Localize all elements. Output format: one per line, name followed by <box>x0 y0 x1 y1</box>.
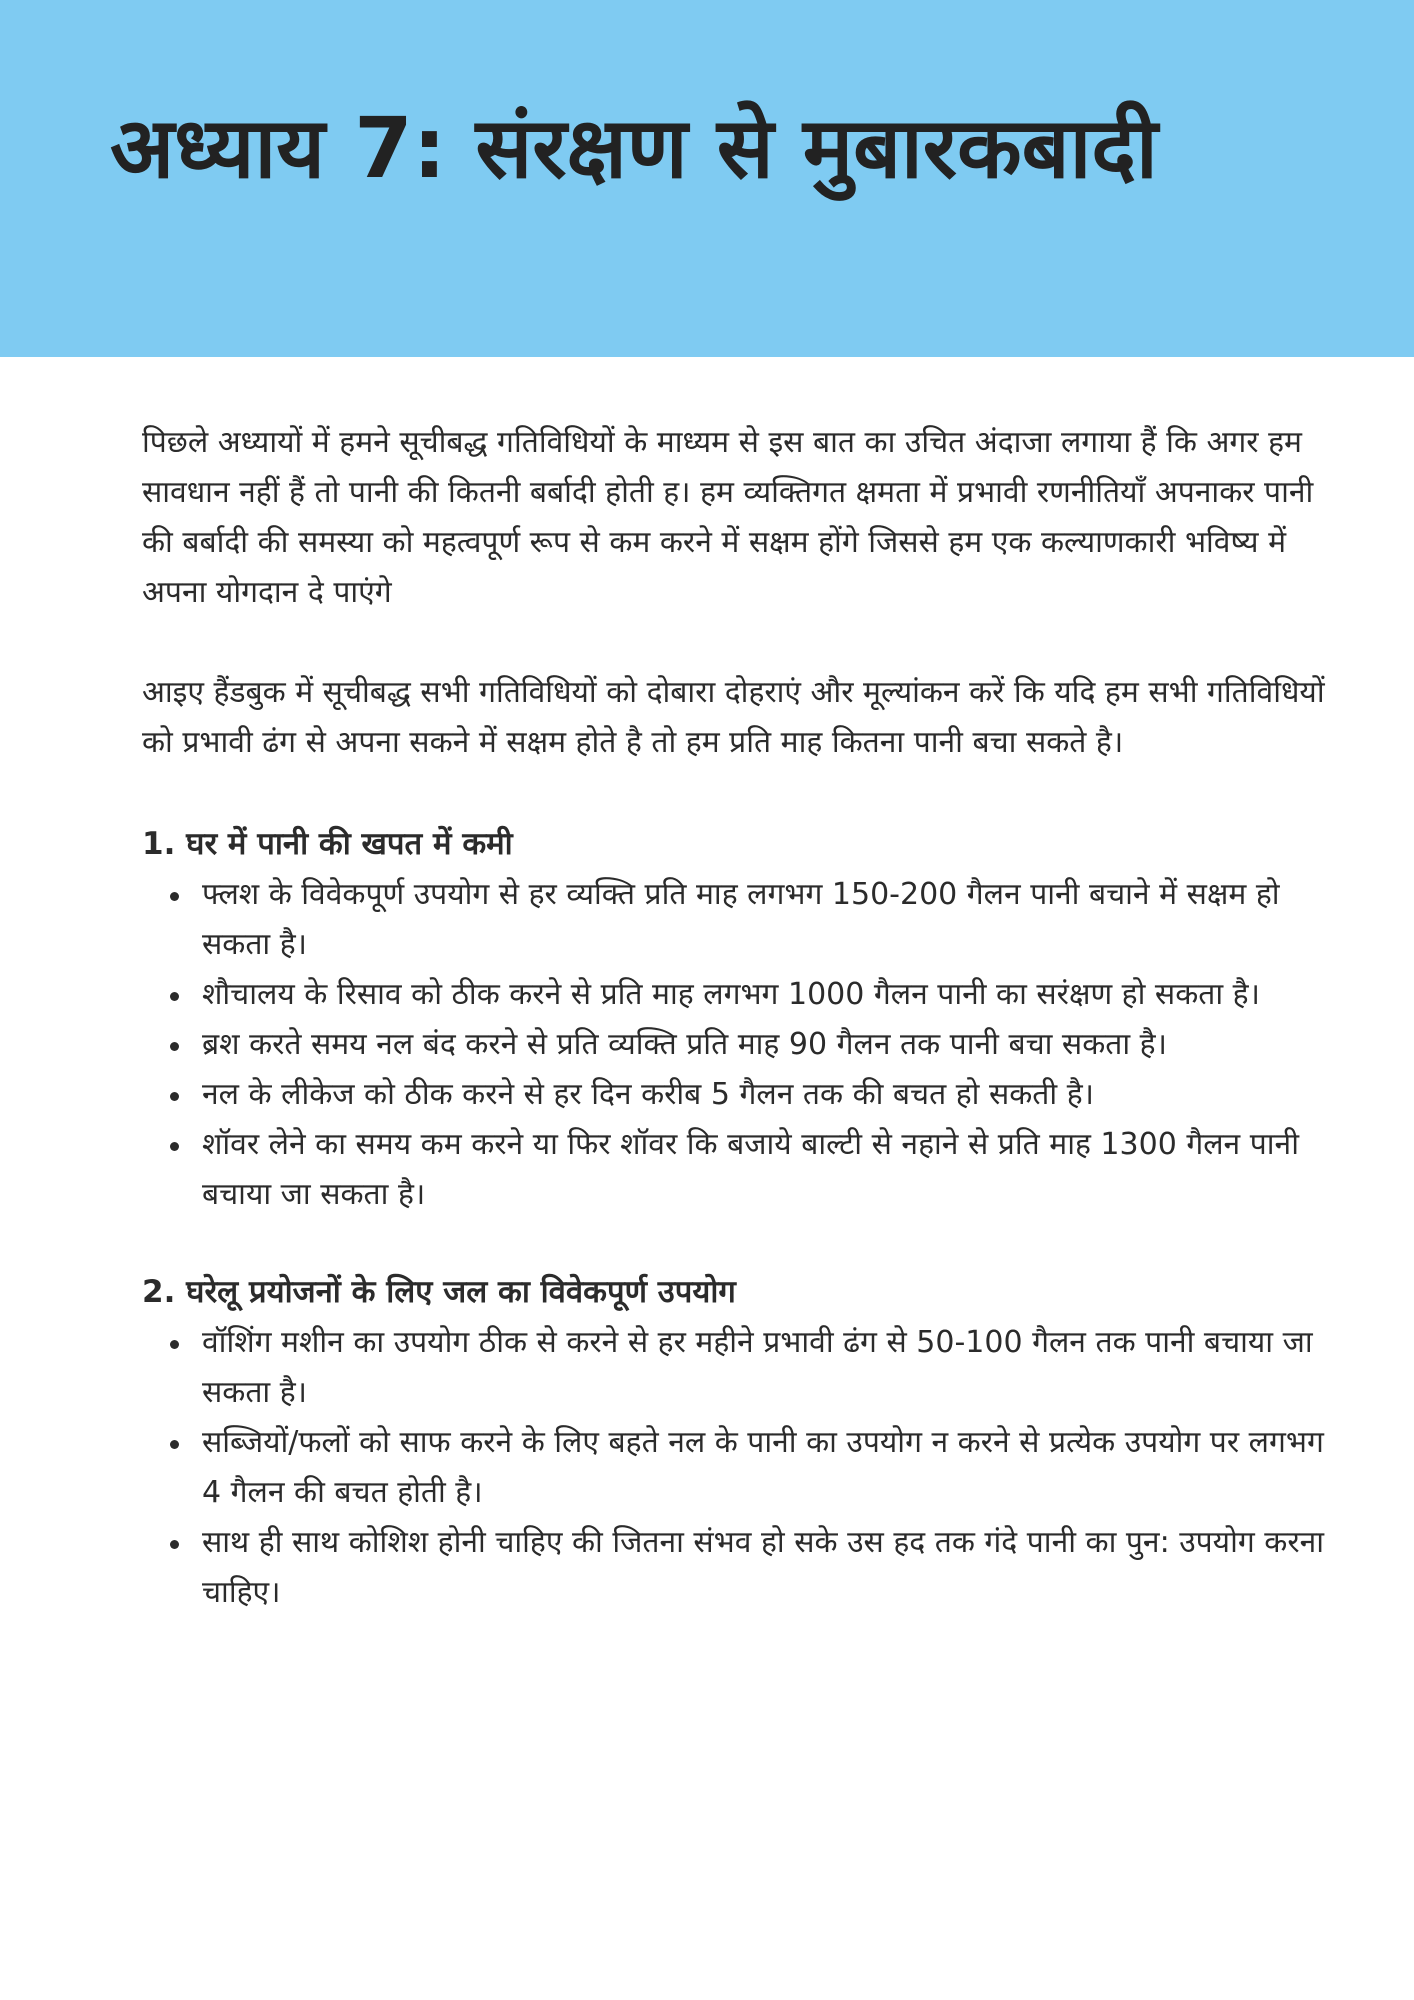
list-item-text: शौचालय के रिसाव को ठीक करने से प्रति माह लगभग 1000 गैलन पानी का सरंक्षण हो सकता है। <box>202 977 1260 1012</box>
list-item <box>142 1120 1342 1220</box>
bullet-list <box>142 870 1342 1220</box>
list-item-text: नल के लीकेज को ठीक करने से हर दिन करीब 5 गैलन तक की बचत हो सकती है। <box>202 1077 1094 1112</box>
list-item <box>142 1020 1342 1070</box>
content-body <box>142 418 1342 1664</box>
list-item <box>142 1518 1342 1618</box>
bullet-dot-icon <box>170 1540 179 1549</box>
bullet-dot-icon <box>170 1092 179 1101</box>
list-item <box>142 1418 1342 1518</box>
section-heading: 2. घरेलू प्रयोजनों के लिए जल का विवेकपूर्ण उपयोग <box>142 1274 736 1310</box>
intro-paragraph-2: आइए हैंडबुक में सूचीबद्ध सभी गतिविधियों को दोबारा दोहराएं और मूल्यांकन करें कि यदि हम सभी गतिविधियों को प्रभावी ढंग से अपना सकने में सक्षम होते है तो हम प्रति माह कितना पानी बचा सकते है। <box>142 675 1325 760</box>
list-item-text: शॉवर लेने का समय कम करने या फिर शॉवर कि बजाये बाल्टी से नहाने से प्रति माह 1300 गैलन पानी बचाया जा सकता है। <box>202 1127 1299 1212</box>
list-item-text: ब्रश करते समय नल बंद करने से प्रति व्यक्ति प्रति माह 90 गैलन तक पानी बचा सकता है। <box>202 1027 1167 1062</box>
list-item-text: सब्जियों/फलों को साफ करने के लिए बहते नल के पानी का उपयोग न करने से प्रत्येक उपयोग पर लगभग 4 गैलन की बचत होती है। <box>202 1425 1324 1510</box>
list-item <box>142 1070 1342 1120</box>
section-heading: 1. घर में पानी की खपत में कमी <box>142 826 513 862</box>
list-item <box>142 970 1342 1020</box>
list-item-text: वॉशिंग मशीन का उपयोग ठीक से करने से हर महीने प्रभावी ढंग से 50-100 गैलन तक पानी बचाया जा सकता है। <box>202 1325 1313 1410</box>
bullet-dot-icon <box>170 1142 179 1151</box>
section-domestic-use <box>142 1266 1342 1618</box>
list-item-text: फ्लश के विवेकपूर्ण उपयोग से हर व्यक्ति प्रति माह लगभग 150-200 गैलन पानी बचाने में सक्षम हो सकता है। <box>202 877 1280 962</box>
section-household-reduction <box>142 818 1342 1220</box>
list-item-text: साथ ही साथ कोशिश होनी चाहिए की जितना संभव हो सके उस हद तक गंदे पानी का पुन: उपयोग करना चाहिए। <box>202 1525 1325 1610</box>
bullet-dot-icon <box>170 1042 179 1051</box>
bullet-dot-icon <box>170 1340 179 1349</box>
intro-paragraph-1: पिछले अध्यायों में हमने सूचीबद्ध गतिविधियों के माध्यम से इस बात का उचित अंदाजा लगाया हैं कि अगर हम सावधान नहीं हैं तो पानी की कितनी बर्बादी होती ह। हम व्यक्तिगत क्षमता में प्रभावी रणनीतियाँ अपनाकर पानी की बर्बादी की समस्या को महत्वपूर्ण रूप से कम करने में सक्षम होंगे जिससे हम एक कल्याणकारी भविष्य में अपना योगदान दे पाएंगे <box>142 425 1314 610</box>
list-item <box>142 1318 1342 1418</box>
bullet-list <box>142 1318 1342 1618</box>
chapter-title: अध्याय 7: संरक्षण से मुबारकबादी <box>110 99 1158 197</box>
bullet-dot-icon <box>170 892 179 901</box>
bullet-dot-icon <box>170 992 179 1001</box>
bullet-dot-icon <box>170 1440 179 1449</box>
list-item <box>142 870 1342 970</box>
